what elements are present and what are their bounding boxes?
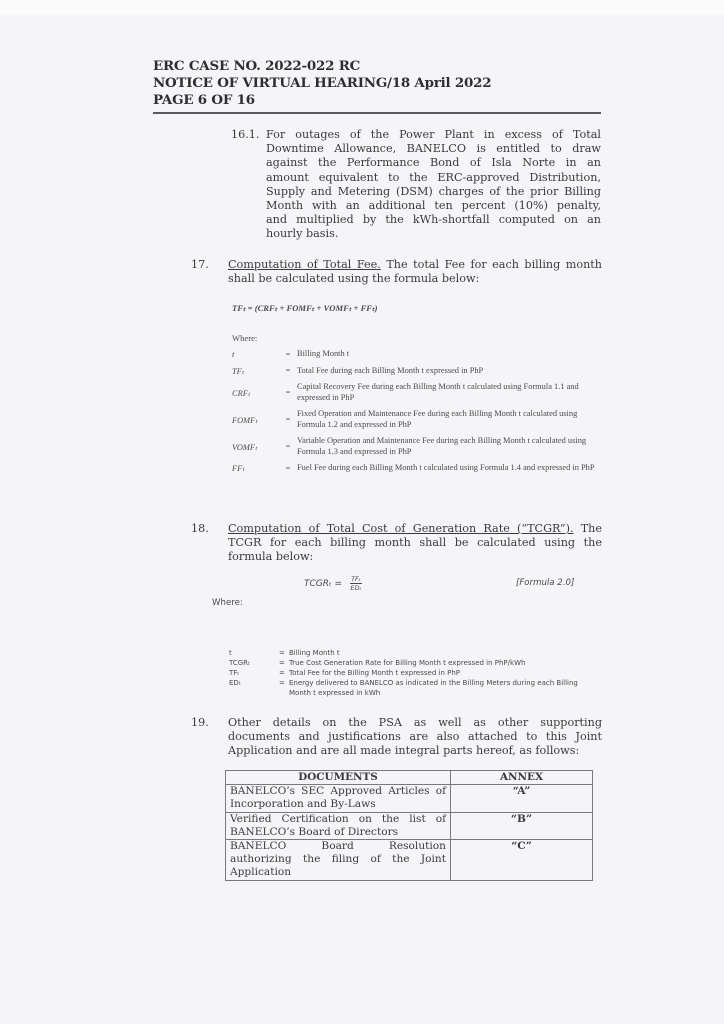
- table-header-row: [226, 771, 593, 785]
- definition-equals: =: [285, 442, 291, 451]
- definition-equals: =: [285, 388, 291, 397]
- definition-symbol: t: [229, 649, 232, 657]
- page-header: [153, 58, 603, 109]
- definition-equals: =: [279, 649, 285, 657]
- text-line: amount equivalent to the ERC-approved Distribution,: [266, 170, 601, 184]
- definition-row: [232, 349, 602, 360]
- definition-text: Variable Operation and Maintenance Fee during each Billing Month t calculated using Formula 1.3 and expressed in PhP: [297, 436, 587, 456]
- tcgr-definitions: [229, 648, 599, 698]
- definition-row: [232, 436, 602, 457]
- text-line: TCGR for each billing month shall be calculated using the: [228, 536, 602, 550]
- definition-text: Billing Month t: [297, 349, 350, 358]
- definition-row: [232, 382, 602, 403]
- text-line: shall be calculated using the formula below:: [228, 272, 480, 286]
- total-fee-formula: TFₜ = (CRFₜ + FOMFₜ + VOMFₜ + FFₜ): [232, 303, 378, 313]
- formula-fraction: [350, 575, 362, 592]
- table-row: [226, 785, 593, 812]
- section-17-number: 17.: [191, 258, 209, 271]
- text-line: Other details on the PSA as well as other supporting: [228, 716, 602, 729]
- annex-table: [225, 770, 593, 881]
- definition-symbol: FFₜ: [232, 464, 245, 474]
- definition-row: [232, 463, 602, 474]
- text-line: and multiplied by the kWh-shortfall computed on an: [266, 213, 601, 227]
- text-line: documents and justifications are also attached to this Joint: [228, 730, 602, 744]
- formula-denominator: EDₜ: [350, 584, 362, 592]
- definition-text: Total Fee during each Billing Month t expressed in PhP: [297, 365, 484, 375]
- annex-cell: “A”: [451, 785, 593, 812]
- text-line: [228, 258, 602, 272]
- text-line: against the Performance Bond of Isla Norte in an: [266, 156, 601, 170]
- definition-equals: =: [279, 679, 285, 687]
- table-row: [226, 812, 593, 839]
- definition-row: [229, 668, 599, 678]
- definition-symbol: TCGRₜ: [229, 659, 251, 667]
- scan-top-edge: [0, 0, 724, 14]
- definition-row: [229, 648, 599, 658]
- formula-lhs: TCGRₜ =: [304, 578, 343, 589]
- definition-text: Energy delivered to BANELCO as indicated in the Billing Meters during each Billing Month t expressed in kWh: [289, 679, 578, 697]
- text-line: formula below:: [228, 550, 314, 564]
- table-row: [226, 840, 593, 881]
- text-line: Downtime Allowance, BANELCO is entitled to draw: [266, 142, 601, 156]
- total-fee-definitions: [232, 349, 602, 480]
- definition-equals: =: [285, 349, 291, 359]
- text-line: Month with an additional ten percent (10%) penalty,: [266, 199, 601, 213]
- definition-symbol: EDₜ: [229, 679, 241, 687]
- document-cell: BANELCO’s SEC Approved Articles of Incorporation and By-Laws: [226, 785, 451, 812]
- definition-equals: =: [285, 415, 291, 424]
- definition-row: [232, 366, 602, 377]
- annex-cell: “C”: [451, 840, 593, 881]
- definition-symbol: TFₜ: [232, 366, 245, 376]
- text-span: The: [573, 522, 602, 535]
- definition-row: [229, 658, 599, 668]
- text-line: For outages of the Power Plant in excess of Total: [266, 128, 601, 141]
- formula-numerator: TFₜ: [351, 575, 361, 583]
- section-18-text: [228, 522, 602, 565]
- section-19-number: 19.: [191, 716, 209, 729]
- formula-label: [Formula 2.0]: [516, 578, 575, 588]
- definition-symbol: VOMFₜ: [232, 442, 258, 452]
- where-label: Where:: [212, 598, 243, 608]
- text-line: [228, 522, 602, 536]
- definition-symbol: CRFₜ: [232, 388, 251, 398]
- definition-equals: =: [279, 669, 285, 677]
- section-16-1-text: [266, 128, 601, 242]
- definition-symbol: TFₜ: [229, 669, 240, 677]
- section-17-title: Computation of Total Fee.: [228, 258, 381, 271]
- tcgr-formula: [304, 575, 362, 592]
- text-line: hourly basis.: [266, 227, 339, 241]
- definition-text: Capital Recovery Fee during each Billing Month t calculated using Formula 1.1 and expressed in PhP: [297, 382, 579, 402]
- definition-text: Fuel Fee during each Billing Month t calculated using Formula 1.4 and expressed in PhP: [297, 463, 595, 472]
- column-header-documents: DOCUMENTS: [226, 771, 451, 785]
- definition-symbol: FOMFₜ: [232, 415, 258, 425]
- annex-cell: “B”: [451, 812, 593, 839]
- definition-text: Billing Month t: [289, 649, 340, 657]
- definition-text: Fixed Operation and Maintenance Fee during each Billing Month t calculated using Formula 1.2 and expressed in PhP: [297, 409, 578, 429]
- definition-text: True Cost Generation Rate for Billing Month t expressed in PhP/kWh: [289, 659, 526, 667]
- document-cell: BANELCO Board Resolution authorizing the filing of the Joint Application: [226, 840, 451, 881]
- text-line: Application and are all made integral parts hereof, as follows:: [228, 744, 580, 758]
- text-span: The total Fee for each billing month: [380, 258, 603, 271]
- header-divider: [153, 112, 601, 114]
- notice-title: NOTICE OF VIRTUAL HEARING/18 April 2022: [153, 75, 492, 91]
- column-header-annex: ANNEX: [451, 771, 593, 785]
- section-16-1-number: 16.1.: [231, 128, 260, 141]
- definition-equals: =: [285, 366, 291, 376]
- definition-equals: =: [279, 659, 285, 667]
- where-label: Where:: [232, 333, 258, 343]
- text-line: Supply and Metering (DSM) charges of the prior Billing: [266, 184, 601, 198]
- case-number: ERC CASE NO. 2022-022 RC: [153, 58, 361, 74]
- document-cell: Verified Certification on the list of BANELCO’s Board of Directors: [226, 812, 451, 839]
- definition-symbol: t: [232, 349, 235, 359]
- section-18-title: Computation of Total Cost of Generation Rate (“TCGR”).: [228, 522, 574, 535]
- page-number: PAGE 6 OF 16: [153, 92, 255, 108]
- definition-row: [232, 409, 602, 430]
- definition-text: Total Fee for the Billing Month t expressed in PhP: [289, 669, 460, 677]
- definition-equals: =: [285, 463, 291, 473]
- section-19-text: [228, 716, 602, 759]
- definition-row: [229, 678, 599, 698]
- section-17-text: [228, 258, 602, 286]
- section-18-number: 18.: [191, 522, 209, 535]
